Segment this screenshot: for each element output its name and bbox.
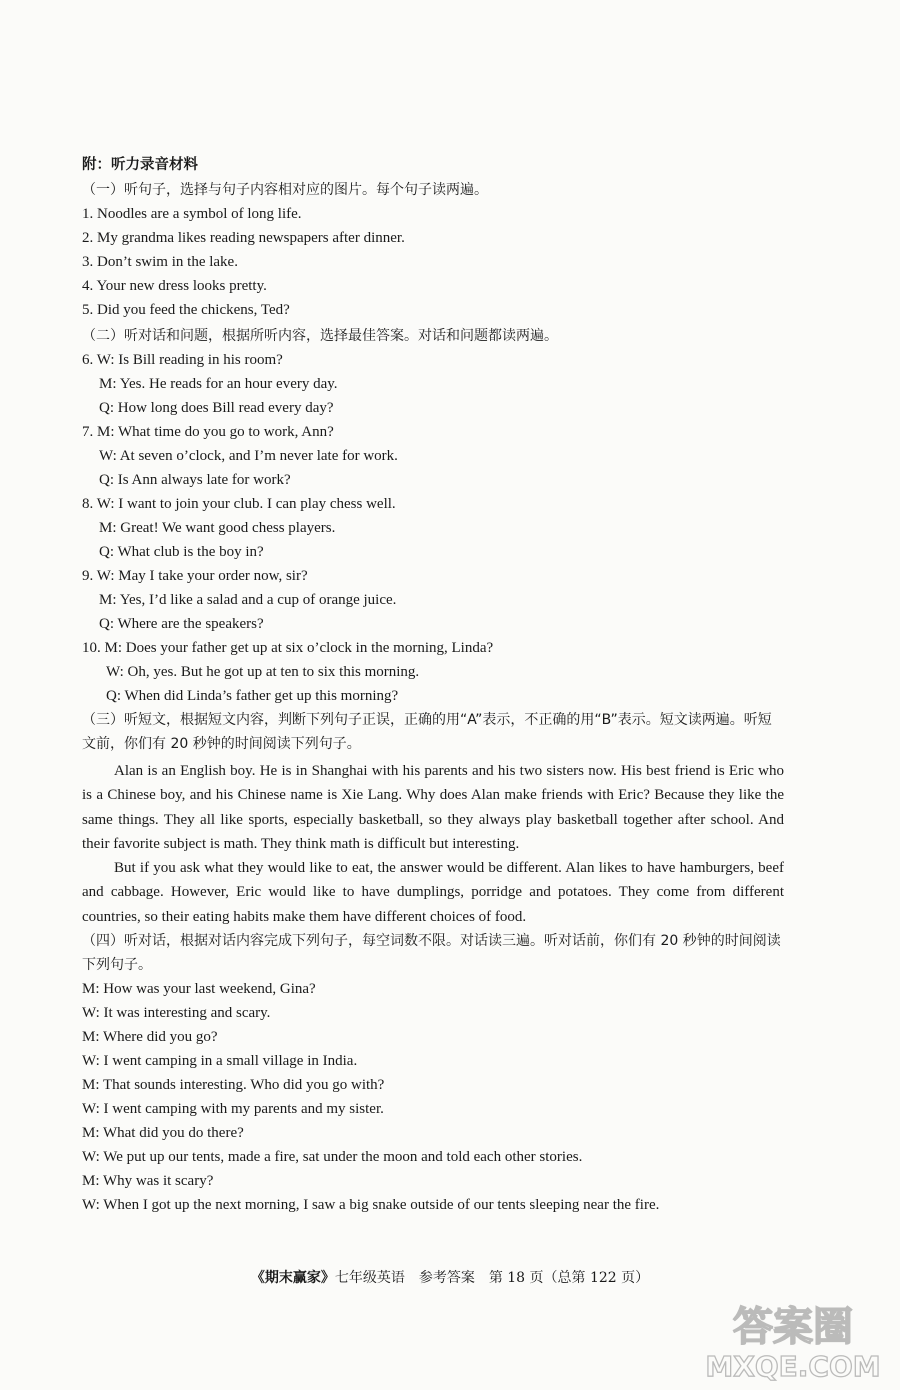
passage-paragraph: Alan is an English boy. He is in Shanghai with his parents and his two sisters now. His best friend is Eric who is a Chinese boy, and his Chinese name is Xie Lang. Why does Alan make friends with Eric? Because they like the same things. They all like sports, especially basketball, so they always play basketball together after school. And their favorite subject is math. They think math is difficult but interesting.	[82, 763, 784, 852]
watermark-bottom-text: MXQE.COM	[705, 1350, 881, 1383]
dialog-line: W: It was interesting and scary.	[82, 1005, 271, 1022]
dialog-question: Q: Is Ann always late for work?	[99, 472, 291, 488]
dialog-question: Q: How long does Bill read every day?	[99, 400, 334, 416]
watermark-top-text: 答案圈	[733, 1304, 853, 1350]
watermark-logo	[698, 1296, 888, 1384]
page-footer	[0, 1267, 900, 1287]
dialog-line: M: That sounds interesting. Who did you go with?	[82, 1077, 385, 1094]
dialog-line: W: I went camping with my parents and my sister.	[82, 1101, 384, 1118]
dialog-line: M: What did you do there?	[82, 1125, 244, 1142]
dialog-question: Q: What club is the boy in?	[99, 544, 264, 560]
appendix-heading: 附：听力录音材料	[82, 157, 198, 173]
document-page	[82, 152, 784, 1217]
section4-instruction: （四）听对话，根据对话内容完成下列句子，每空词数不限。对话读三遍。听对话前，你们有 20 秒钟的时间阅读下列句子。	[82, 933, 781, 974]
dialog-line: W: At seven o’clock, and I’m never late for work.	[99, 448, 398, 464]
sentence-item: 5. Did you feed the chickens, Ted?	[82, 302, 290, 318]
dialog-line: 8. W: I want to join your club. I can play chess well.	[82, 496, 396, 512]
dialog-question: Q: Where are the speakers?	[99, 616, 264, 632]
dialog-line: W: I went camping in a small village in India.	[82, 1053, 358, 1070]
dialog-line: M: Where did you go?	[82, 1029, 218, 1046]
dialog-line: 10. M: Does your father get up at six o’clock in the morning, Linda?	[82, 640, 494, 656]
dialog-line: 9. W: May I take your order now, sir?	[82, 568, 308, 584]
sentence-item: 4. Your new dress looks pretty.	[82, 278, 267, 294]
dialog-line: W: Oh, yes. But he got up at ten to six this morning.	[106, 664, 420, 680]
dialog-line: M: Yes, I’d like a salad and a cup of orange juice.	[99, 592, 397, 608]
passage-paragraph: But if you ask what they would like to eat, the answer would be different. Alan likes to have hamburgers, beef and cabbage. However, Eric would like to have dumplings, porridge and potatoes. They come from different countries, so their eating habits make them have different choices of food.	[82, 860, 784, 925]
section1-instruction: （一）听句子，选择与句子内容相对应的图片。每个句子读两遍。	[82, 182, 488, 198]
dialog-line: W: When I got up the next morning, I saw a big snake outside of our tents sleeping near the fire.	[82, 1197, 660, 1214]
sentence-item: 1. Noodles are a symbol of long life.	[82, 206, 302, 222]
dialog-line: W: We put up our tents, made a fire, sat under the moon and told each other stories.	[82, 1149, 583, 1166]
section3-instruction: （三）听短文，根据短文内容，判断下列句子正误，正确的用“A”表示，不正确的用“B”表示。短文读两遍。听短文前，你们有 20 秒钟的时间阅读下列句子。	[82, 712, 772, 752]
section2-instruction: （二）听对话和问题，根据所听内容，选择最佳答案。对话和问题都读两遍。	[82, 328, 558, 344]
dialog-line: 6. W: Is Bill reading in his room?	[82, 352, 283, 368]
dialog-line: M: Why was it scary?	[82, 1173, 214, 1190]
dialog-line: M: Great! We want good chess players.	[99, 520, 336, 536]
sentence-item: 3. Don’t swim in the lake.	[82, 254, 238, 270]
dialog-question: Q: When did Linda’s father get up this morning?	[106, 688, 399, 704]
dialog-line: 7. M: What time do you go to work, Ann?	[82, 424, 334, 440]
footer-page-info: 七年级英语 参考答案 第 18 页（总第 122 页）	[334, 1270, 650, 1286]
sentence-item: 2. My grandma likes reading newspapers after dinner.	[82, 230, 405, 246]
dialog-line: M: Yes. He reads for an hour every day.	[99, 376, 338, 392]
footer-book-title: 《期末赢家》	[250, 1270, 335, 1286]
dialog-line: M: How was your last weekend, Gina?	[82, 981, 316, 998]
